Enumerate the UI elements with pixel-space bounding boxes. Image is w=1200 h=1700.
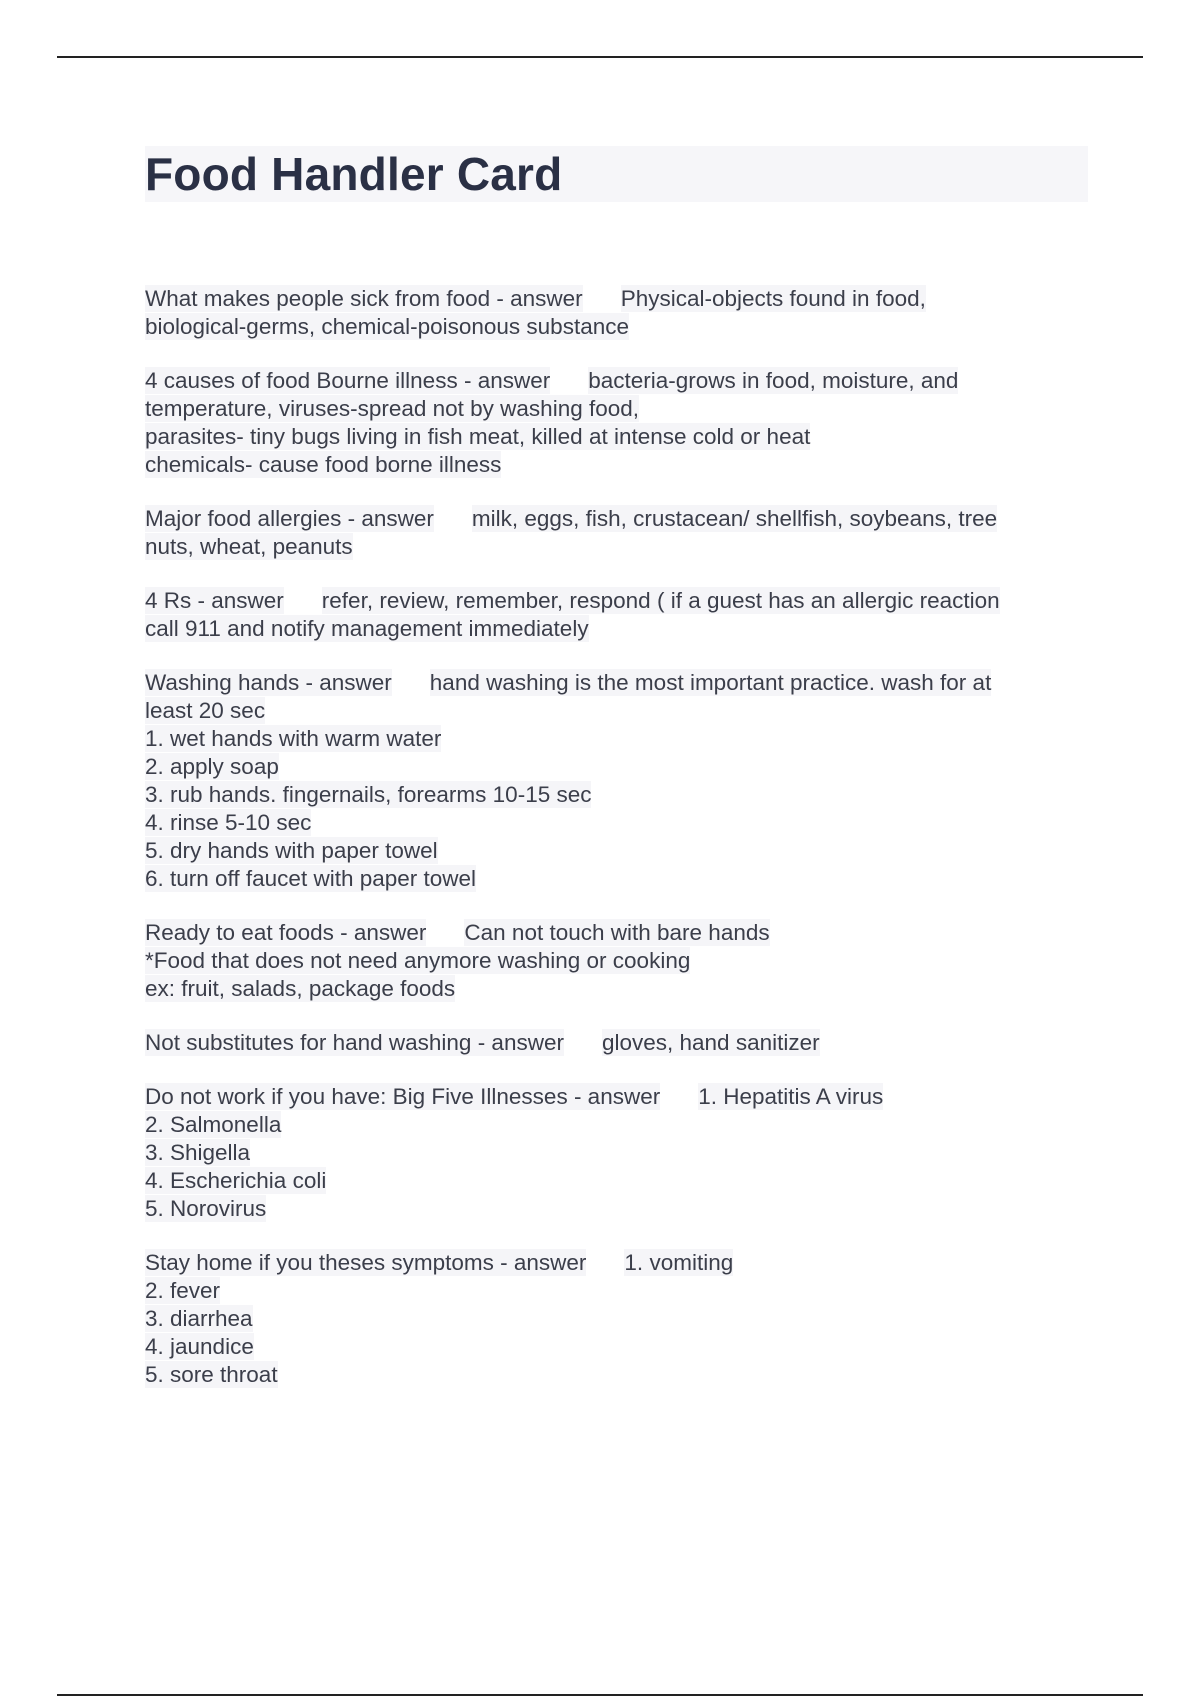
question-text: What makes people sick from food - answer	[145, 286, 583, 311]
qa-line	[145, 1277, 1095, 1305]
qa-line	[145, 587, 1095, 615]
answer-text: 1. wet hands with warm water	[145, 726, 442, 751]
question-text: 4 Rs - answer	[145, 588, 284, 613]
answer-text: least 20 sec	[145, 698, 266, 723]
answer-text: 3. rub hands. fingernails, forearms 10-15 sec	[145, 782, 592, 807]
question-text: Stay home if you theses symptoms - answer	[145, 1250, 587, 1275]
question-text: Major food allergies - answer	[145, 506, 434, 531]
answer-text: ex: fruit, salads, package foods	[145, 976, 456, 1001]
answer-text: 1. vomiting	[624, 1250, 734, 1275]
qa-line	[145, 423, 1095, 451]
qa-line	[145, 1333, 1095, 1361]
qa-entry	[145, 367, 1095, 479]
answer-text: Physical-objects found in food,	[620, 286, 926, 311]
answer-text: temperature, viruses-spread not by washing food,	[145, 396, 640, 421]
qa-line	[145, 533, 1095, 561]
qa-line	[145, 1249, 1095, 1277]
qa-entry	[145, 1249, 1095, 1389]
answer-text: 2. apply soap	[145, 754, 279, 779]
question-text: Washing hands - answer	[145, 670, 392, 695]
qa-line	[145, 947, 1095, 975]
answer-text: gloves, hand sanitizer	[601, 1030, 820, 1055]
qa-line	[145, 781, 1095, 809]
qa-line	[145, 1083, 1095, 1111]
qa-entry	[145, 669, 1095, 893]
answer-text: 6. turn off faucet with paper towel	[145, 866, 477, 891]
qa-line	[145, 809, 1095, 837]
qa-line	[145, 1111, 1095, 1139]
qa-line	[145, 725, 1095, 753]
qa-line	[145, 1195, 1095, 1223]
question-text: 4 causes of food Bourne illness - answer	[145, 368, 551, 393]
qa-line	[145, 395, 1095, 423]
qa-line	[145, 1029, 1095, 1057]
qa-entry	[145, 1029, 1095, 1057]
answer-text: 4. jaundice	[145, 1334, 254, 1359]
answer-text: 5. Norovirus	[145, 1196, 267, 1221]
qa-line	[145, 865, 1095, 893]
answer-text: 3. diarrhea	[145, 1306, 253, 1331]
qa-line	[145, 1139, 1095, 1167]
answer-text: Can not touch with bare hands	[464, 920, 770, 945]
answer-text: hand washing is the most important practice. wash for at	[429, 670, 992, 695]
answer-text: 1. Hepatitis A virus	[698, 1084, 884, 1109]
qa-line	[145, 975, 1095, 1003]
answer-text: bacteria-grows in food, moisture, and	[588, 368, 959, 393]
page-bottom-rule	[57, 1694, 1143, 1696]
qa-line	[145, 837, 1095, 865]
answer-text: 4. rinse 5-10 sec	[145, 810, 312, 835]
answer-text: *Food that does not need anymore washing or cooking	[145, 948, 691, 973]
qa-line	[145, 1167, 1095, 1195]
question-text: Not substitutes for hand washing - answer	[145, 1030, 564, 1055]
answer-text: call 911 and notify management immediately	[145, 616, 589, 641]
answer-text: 5. sore throat	[145, 1362, 278, 1387]
answer-text: refer, review, remember, respond ( if a guest has an allergic reaction	[321, 588, 1000, 613]
answer-text: milk, eggs, fish, crustacean/ shellfish, soybeans, tree	[471, 506, 998, 531]
qa-line	[145, 505, 1095, 533]
qa-list	[145, 285, 1095, 1415]
qa-entry	[145, 1083, 1095, 1223]
qa-line	[145, 615, 1095, 643]
qa-line	[145, 1305, 1095, 1333]
answer-text: 5. dry hands with paper towel	[145, 838, 438, 863]
qa-entry	[145, 505, 1095, 561]
qa-entry	[145, 285, 1095, 341]
qa-entry	[145, 587, 1095, 643]
page-top-rule	[57, 56, 1143, 58]
qa-line	[145, 919, 1095, 947]
question-text: Ready to eat foods - answer	[145, 920, 427, 945]
answer-text: 3. Shigella	[145, 1140, 251, 1165]
document-title: Food Handler Card	[145, 148, 563, 200]
answer-text: chemicals- cause food borne illness	[145, 452, 502, 477]
qa-line	[145, 1361, 1095, 1389]
qa-line	[145, 285, 1095, 313]
qa-line	[145, 753, 1095, 781]
qa-line	[145, 367, 1095, 395]
qa-entry	[145, 919, 1095, 1003]
qa-line	[145, 697, 1095, 725]
answer-text: 2. Salmonella	[145, 1112, 282, 1137]
answer-text: biological-germs, chemical-poisonous substance	[145, 314, 629, 339]
answer-text: 4. Escherichia coli	[145, 1168, 327, 1193]
question-text: Do not work if you have: Big Five Illnesses - answer	[145, 1084, 661, 1109]
qa-line	[145, 451, 1095, 479]
qa-line	[145, 313, 1095, 341]
answer-text: parasites- tiny bugs living in fish meat, killed at intense cold or heat	[145, 424, 811, 449]
qa-line	[145, 669, 1095, 697]
answer-text: 2. fever	[145, 1278, 221, 1303]
answer-text: nuts, wheat, peanuts	[145, 534, 353, 559]
